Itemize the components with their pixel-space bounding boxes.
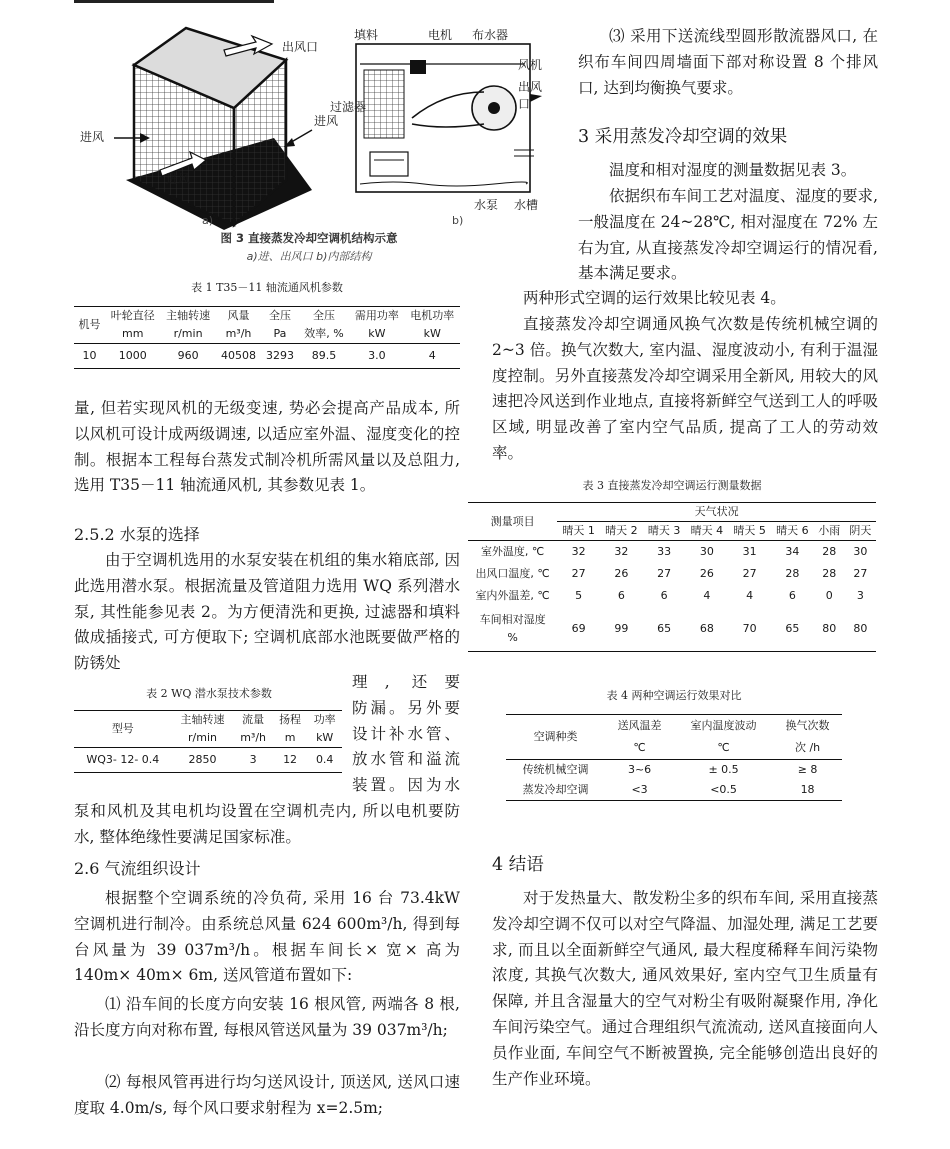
table4-header-item: 空调种类 xyxy=(506,715,605,760)
table1-header: 风量 xyxy=(216,307,261,326)
table1-header: 主轴转速 xyxy=(160,307,215,326)
table3-cell: 0 xyxy=(825,589,833,602)
label-out-b: 出风口 xyxy=(518,80,543,111)
table1-header: 全压 xyxy=(261,307,299,326)
label-in-center: 进风 xyxy=(166,172,191,186)
label-in-right: 进风 xyxy=(314,114,339,128)
table1-cell: 89.5 xyxy=(299,344,349,369)
table4-cell: 3~6 xyxy=(627,763,652,776)
table4-unit: ℃ xyxy=(674,737,773,760)
table4-cell: ≥ 8 xyxy=(797,763,818,776)
body-paragraph: 温度和相对湿度的测量数据见表 3。 xyxy=(609,161,857,179)
table3-cell: 3 xyxy=(856,589,864,602)
subfigure-b-label: b) xyxy=(452,214,464,227)
table1-unit: kW xyxy=(405,325,460,344)
section-heading-4: 4 结语 xyxy=(492,855,544,875)
table2-cell: 12 xyxy=(273,748,308,773)
table3-cell: 30 xyxy=(853,545,868,558)
table3-cell: 99 xyxy=(600,607,643,652)
table3-col-header: 小雨 xyxy=(814,522,845,541)
table3-col-header: 晴天 1 xyxy=(557,522,600,541)
table3-cell: 32 xyxy=(614,545,629,558)
table3-cell: 28 xyxy=(822,545,837,558)
table4-header: 换气次数 xyxy=(773,715,842,738)
body-paragraph: 两种形式空调的运行效果比较见表 4。 xyxy=(523,289,786,307)
table3-cell: 80 xyxy=(814,607,845,652)
body-paragraph: 泵和风机及其电机均设置在空调机壳内, 所以电机要防水, 整体绝缘性要满足国家标准。 xyxy=(74,802,460,846)
table1-unit: r/min xyxy=(160,325,215,344)
wrap-line: 放水管和溢流 xyxy=(352,750,460,769)
body-paragraph: 由于空调机选用的水泵安装在机组的集水箱底部, 因此选用潜水泵。根据流量及管道阻力选用 WQ 系列潜水泵, 其性能参见表 2。为方便清洗和更换, 过滤器和填料做成插接式, 可方便取下; 空调机底部水池既要做严格的防锈处 xyxy=(74,551,460,673)
table1-cell: 10 xyxy=(74,344,105,369)
table3-cell: 27 xyxy=(742,567,757,580)
table4-row xyxy=(506,780,842,801)
table3-row-label xyxy=(468,607,557,652)
table3-col-header: 晴天 2 xyxy=(600,522,643,541)
table3-cell: 27 xyxy=(853,567,868,580)
table2-cell: 3 xyxy=(233,748,272,773)
label-filter: 过滤器 xyxy=(330,100,367,114)
table2-header: 主轴转速 xyxy=(172,711,234,730)
table1-cell: 960 xyxy=(160,344,215,369)
body-paragraph: ⑶ 采用下送流线型圆形散流器风口, 在织布车间四周墙面下部对称设置 8 个排风口, 达到均衡换气要求。 xyxy=(578,27,878,97)
table2-cell: WQ3- 12- 0.4 xyxy=(74,748,172,773)
table4-row-label: 蒸发冷却空调 xyxy=(506,780,605,801)
label-out-a: 出风口 xyxy=(282,40,319,54)
table1 xyxy=(74,306,460,369)
body-paragraph: ⑵ 每根风管再进行均匀送风设计, 顶送风, 送风口速度取 4.0m/s, 每个风口要求射程为 x=2.5m; xyxy=(74,1073,460,1117)
table1-title: 表 1 T35－11 轴流通风机参数 xyxy=(191,281,343,294)
table3-cell: 30 xyxy=(699,545,714,558)
body-paragraph: ⑴ 沿车间的长度方向安装 16 根风管, 两端各 8 根, 沿长度方向对称布置, 每根风管送风量为 39 037m³/h; xyxy=(74,995,460,1039)
table4-cell: 18 xyxy=(773,780,842,801)
table3-col-header: 晴天 4 xyxy=(685,522,728,541)
table3-title: 表 3 直接蒸发冷却空调运行测量数据 xyxy=(582,479,762,492)
table1-header: 需用功率 xyxy=(349,307,404,326)
table3-col-header: 晴天 3 xyxy=(643,522,686,541)
table4-unit: 次 /h xyxy=(773,737,842,760)
table4-header: 室内温度波动 xyxy=(674,715,773,738)
table3-cell: 27 xyxy=(657,567,672,580)
table3-col-header: 晴天 5 xyxy=(728,522,771,541)
wrap-line: 设计补水管、 xyxy=(352,724,460,743)
table2-header: 功率 xyxy=(307,711,342,730)
table3-group-header: 天气状况 xyxy=(557,503,876,522)
table3-col-header: 晴天 6 xyxy=(771,522,814,541)
table4-row xyxy=(506,760,842,781)
table3-cell: 80 xyxy=(845,607,876,652)
table4-title: 表 4 两种空调运行效果对比 xyxy=(606,689,742,702)
table4-cell: <0.5 xyxy=(674,780,773,801)
wrapped-text-beside-table2 xyxy=(352,670,460,799)
table3-cell: 6 xyxy=(788,589,796,602)
table3-cell: 28 xyxy=(822,567,837,580)
table1-cell: 40508 xyxy=(216,344,261,369)
table2-unit: m³/h xyxy=(233,729,272,748)
table3-cell: 28 xyxy=(785,567,800,580)
section-heading-2-5-2: 2.5.2 水泵的选择 xyxy=(74,525,200,544)
body-paragraph: 对于发热量大、散发粉尘多的织布车间, 采用直接蒸发冷却空调不仅可以对空气降温、加湿处理, 满足工艺要求, 而且以全面新鲜空气通风, 最大程度稀释车间污染物浓度, 其换气次数大, 通风效果好, 室内空气卫生质量有保障, 并且含湿量大的空气对粉尘有吸附凝聚作用, 净化车间污染空气。通过合理组织气流流动, 送风直接面向人员作业面, 车间空气不断被置换, 完全能够创造出良好的生产作业环境。 xyxy=(492,889,878,1088)
table1-unit: mm xyxy=(105,325,160,344)
label-motor: 电机 xyxy=(428,28,453,42)
table3-last-label-line1: 车间相对湿度 xyxy=(479,613,546,626)
table1-header: 叶轮直径 xyxy=(105,307,160,326)
table3-cell: 4 xyxy=(746,589,754,602)
label-pump: 水泵 xyxy=(474,198,499,212)
table2-header: 流量 xyxy=(233,711,272,730)
table3-cell: 65 xyxy=(643,607,686,652)
label-fan: 风机 xyxy=(518,58,543,72)
table2-unit: r/min xyxy=(172,729,234,748)
table4 xyxy=(506,714,842,801)
table3-row-label: 室外温度, ℃ xyxy=(480,545,545,558)
table3-cell: 4 xyxy=(703,589,711,602)
wrap-line: 装置。因为水 xyxy=(352,776,460,795)
label-in-left: 进风 xyxy=(80,130,105,144)
table3-last-label-line2: % xyxy=(507,631,518,644)
table2 xyxy=(74,710,342,773)
table1-cell: 1000 xyxy=(105,344,160,369)
table3-cell: 68 xyxy=(685,607,728,652)
table3-cell: 34 xyxy=(785,545,800,558)
figure-caption: 图 3 直接蒸发冷却空调机结构示意 xyxy=(220,231,398,245)
table3-header-item: 测量项目 xyxy=(468,503,557,541)
table3-row xyxy=(468,541,876,564)
table3-cell: 6 xyxy=(660,589,668,602)
table3-cell: 70 xyxy=(728,607,771,652)
table3-cell: 26 xyxy=(614,567,629,580)
table4-unit: ℃ xyxy=(605,737,674,760)
table3 xyxy=(468,502,876,652)
label-filler: 填料 xyxy=(354,28,379,42)
table3-cell: 65 xyxy=(771,607,814,652)
table4-cell: <3 xyxy=(605,780,674,801)
table3-col-header: 阴天 xyxy=(845,522,876,541)
table1-unit: m³/h xyxy=(216,325,261,344)
table3-row xyxy=(468,585,876,607)
wrap-line: 理, 还要 xyxy=(352,673,460,691)
figure-3 xyxy=(74,20,544,268)
body-paragraph: 量, 但若实现风机的无级变速, 势必会提高产品成本, 所以风机可设计成两级调速, 以适应室外温、湿度变化的控制。根据本工程每台蒸发式制冷机所需风量以及总阻力, 选用 T35－11 轴流通风机, 其参数见表 1。 xyxy=(74,399,460,495)
table3-row-label: 室内外温差, ℃ xyxy=(475,589,550,602)
table3-row-label: 出风口温度, ℃ xyxy=(475,567,550,580)
table2-title: 表 2 WQ 潜水泵技术参数 xyxy=(146,687,272,700)
table2-unit: kW xyxy=(307,729,342,748)
table3-cell: 31 xyxy=(742,545,757,558)
table1-unit: Pa xyxy=(261,325,299,344)
body-paragraph: 依据织布车间工艺对温度、湿度的要求, 一般温度在 24~28℃, 相对湿度在 72% 左右为宜, 从直接蒸发冷却空调运行的情况看, 基本满足要求。 xyxy=(578,187,878,283)
table1-header: 全压 xyxy=(299,307,349,326)
table2-unit: m xyxy=(273,729,308,748)
body-paragraph: 根据整个空调系统的冷负荷, 采用 16 台 73.4kW 空调机进行制冷。由系统总风量 624 600m³/h, 得到每台风量为 39 037m³/h。根据车间长× 宽× 高为 140m× 40m× 6m, 送风管道布置如下: xyxy=(74,889,460,985)
label-distributor: 布水器 xyxy=(472,28,509,42)
table3-cell: 32 xyxy=(571,545,586,558)
table4-cell: ± 0.5 xyxy=(708,763,739,776)
table3-cell: 26 xyxy=(699,567,714,580)
subfigure-a-label: a) xyxy=(202,214,214,227)
section-heading-3: 3 采用蒸发冷却空调的效果 xyxy=(578,127,788,147)
table4-header: 送风温差 xyxy=(605,715,674,738)
table2-header-model: 型号 xyxy=(74,711,172,748)
section-heading-2-6: 2.6 气流组织设计 xyxy=(74,859,201,878)
table2-cell: 2850 xyxy=(172,748,234,773)
figure-subcaption: a)进、出风口 b)内部结构 xyxy=(246,250,372,263)
table3-cell: 27 xyxy=(571,567,586,580)
table3-row xyxy=(468,607,876,652)
header-rule xyxy=(74,0,274,3)
table1-unit: kW xyxy=(349,325,404,344)
body-paragraph: 直接蒸发冷却空调通风换气次数是传统机械空调的 2~3 倍。换气次数大, 室内温、湿度波动小, 有利于温湿度控制。另外直接蒸发冷却空调采用全新风, 用较大的风速把冷风送到作业地点, 直接将新鲜空气送到工人的呼吸区域, 明显改善了室内空气品质, 提高了工人的劳动效率。 xyxy=(492,315,878,462)
table3-row xyxy=(468,563,876,585)
table3-cell: 5 xyxy=(575,589,583,602)
table1-cell: 3293 xyxy=(261,344,299,369)
label-tank: 水槽 xyxy=(514,198,539,212)
table3-cell: 33 xyxy=(657,545,672,558)
table4-row-label: 传统机械空调 xyxy=(522,763,589,776)
table2-cell: 0.4 xyxy=(307,748,342,773)
table1-header-model: 机号 xyxy=(74,307,105,344)
table1-header: 电机功率 xyxy=(405,307,460,326)
table1-unit: 效率, % xyxy=(299,325,349,344)
wrap-line: 防漏。另外要 xyxy=(352,698,460,717)
table3-cell: 6 xyxy=(617,589,625,602)
table2-header: 扬程 xyxy=(273,711,308,730)
table3-cell: 69 xyxy=(557,607,600,652)
table1-cell: 4 xyxy=(405,344,460,369)
table1-cell: 3.0 xyxy=(349,344,404,369)
